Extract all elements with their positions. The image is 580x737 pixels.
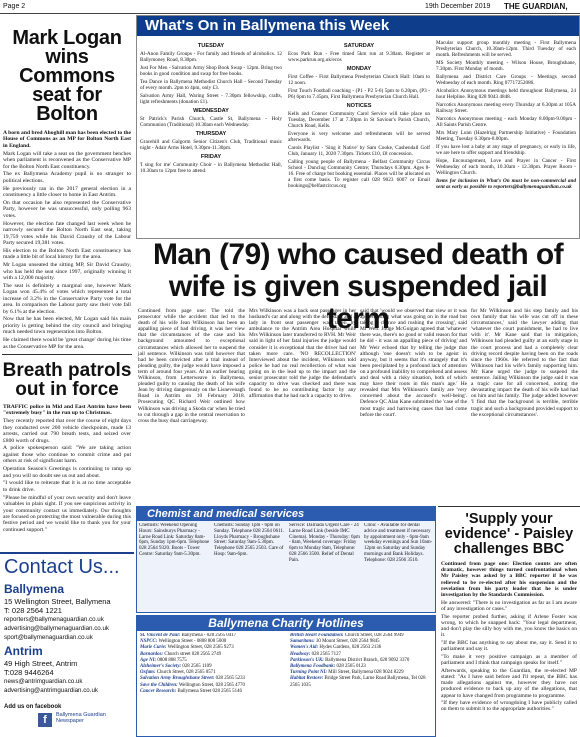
listing: First Coffee - First Ballymena Presbyterian Church Hall: 10am to 12 noon. — [288, 74, 430, 86]
listing: Kells and Connor Community Carol Service will take place on Tuesday, December 17 at 7.30pm in St Saviour's Parish Church, Church Road, Kells. — [288, 111, 430, 129]
charity-detail: Ballymena District Branch, 028 9092 3370 — [325, 657, 410, 663]
article-text: Mrs Wilkinson was a back seat passenger in her husband's car and along with the defendant and a lady in front seat passenger was taken by ambulance to the Antrim Area Hospital while Mrs Wilkinson later transferred to RVH. Mr Weir said in light of her fatal injuries the judge would consider it is exceptional that the driver had not taken more care. 'NO RECOLLECTION' Interviewed about the incident, Wilkinson told police he had no real recollection of what was going on in the lead up to the impact and the senior prosecutor told the judge the defendant's capacity to drive was checked and there was found to be no contributing factor by any affirmation that he had such a capacity to drive. — [249, 308, 356, 400]
charity-detail: 028 2565 0123 — [336, 664, 366, 670]
paragraph: He previously ran in the 2017 general election in a constituency a little closer to home in East Antrim. — [3, 185, 131, 199]
email-link[interactable]: news@antrimguardian.co.uk — [4, 678, 83, 685]
paragraph: He answered: "There is no investigation as far as I am aware of any investigation or cases." — [441, 599, 577, 612]
listing: Hope, Encouragement, Love and Prayer in Cancer - First Wednesday of each month, 10.30am - 12.30pm. Prayer Room - Wellington Church. — [436, 158, 576, 176]
charity-name: Barnardos: — [140, 651, 164, 657]
day-heading: MONDAY — [346, 66, 372, 72]
story-body — [0, 130, 134, 350]
chemist-banner: Chemist and medical services — [137, 507, 435, 521]
listing: Narcotics Anonymous meeting - each Monday 8.00pm-9.00pm - All Saints Parish Centre. — [436, 116, 576, 128]
listing: 'I sing for me' Community Choir - in Ballymena Methodist Hall, 10.30am to 12pm free to attend. — [140, 162, 282, 174]
story-headline: 'Supply your evidence' - Paisley challenges BBC — [444, 511, 574, 557]
story-headline: Breath patrols out in force — [2, 360, 132, 400]
masthead: THE GUARDIAN, — [504, 2, 568, 11]
paragraph: The seat is definitely a marginal one, however Mark Logan won 45.4% of votes which represented a total increase of 3.2% in the Conservative Party vote for the area. In comparison the Labour party saw their vote fall by 6.1% at the election. — [3, 282, 131, 315]
main-headline: Man (79) who caused death of wife is given suspended jail term — [153, 238, 563, 335]
listing: If you have lost a baby at any stage of pregnancy, or early in life, we are here to offer support and friendship. — [436, 144, 576, 156]
charity-name: Samaritans: — [290, 639, 315, 645]
whats-on-column — [137, 37, 285, 238]
paragraph: Afterwards, speaking to the Guardian, the re-elected MP stated: "As I have said before and I'll repeat, the BBC has made allegations against me, however they have not produced evidence to back up any of the allegations, that appear to have changed from programme to programme. — [441, 667, 577, 699]
charity-detail: Wellington Street - 0808 800 5000 — [158, 639, 227, 645]
office-city: Ballymena — [4, 582, 65, 596]
day-heading: TUESDAY — [197, 43, 225, 49]
office-city: Antrim — [4, 644, 43, 658]
charity-detail: 028 2565 7127 — [311, 651, 341, 657]
charity-banner: Ballymena Charity Hotlines — [137, 616, 435, 631]
charity-detail: 30 Mount Street, 028 2564 9845 — [315, 639, 380, 645]
day-heading: SATURDAY — [343, 43, 375, 49]
charity-entry — [140, 689, 284, 695]
article-column: said that 'would we observed that view or it was apprehending what was going on in the road but taking a chance and rushing the crossing', said Mr Weir. Judge McGuigan agreed that 'whatever there was, there's no good or valid reason for that he did - it was an appalling piece of driving' and Mr Weir echoed that by telling the judge that although 'one doesn't wish to be ageist in anyway, but it seems that it's strangely that it's been precipitated by a profound lack of attention on a profound inability to comprehend and assess and deal with a risky situation, both of which may have their roots in this man's age.' He revealed that Mrs Wilkinson's family are 'very concerned about the accused's well-being'. Defence QC Alan Kane submitted the 'case of the most tragic and harrowing cases that had come before the court'. — [360, 308, 467, 418]
article-column: for Mr Wilkinson and his step family and his own family that his wife was cut off in these circumstances,' said the lawyer adding that 'whatever the court punishment, he had to live with it'. Mr Kane said that in mitigation, Wilkinson had pleaded guilty at an early stage in the court process and had a completely clear driving record despite having been on the roads since the 1960s. He referred to the fact that Wilkinson had his wife's family supporting him. Mr Kane urged the judge to suspend the sentence. Jailing Wilkinson the judge said it was a tragic case for all concerned, noting the devastating impact the death of his wife had had on him and his family. The judge added however 'I find that the background is terrible, terrible tragic and such a background provided support to the exceptional circumstances'. — [471, 308, 578, 418]
story-body — [0, 404, 134, 533]
main-article — [136, 308, 580, 504]
paragraph: However, the election fate changed last week when he narrowly secured the Bolton North East seat, taking 19,759 votes while his David Crausby of the Labour Party secured 19,381 votes. — [3, 220, 131, 246]
charity-detail: 0808 808 7575 — [157, 657, 187, 663]
charity-name: Alzheimer's Society: — [140, 664, 182, 670]
listing: Ballymena and District Care Groups - Meetings second Wednesday of each month. Ring 07717252086. — [436, 74, 576, 86]
paragraph: Mr Logan unseated the sitting MP, Sir David Crausby, who has held the seat since 1997, originally winning it with a 12,000 majority. — [3, 262, 131, 282]
day-heading: NOTICES — [346, 103, 372, 109]
listing: Ecos Park Run - Free timed 5km run at 9.30am. Register at www.parkrun.org.uk/ecos — [288, 51, 430, 63]
listing: Gracehill and Galgorm Senior Citizen's Club, Traditional music night - Adair Arms Hotel, 9.30pm-11.30pm. — [140, 139, 282, 151]
charity-name: Marie Curie: — [140, 645, 167, 651]
charity-detail: 028 2565 5233 — [215, 676, 245, 682]
charity-name: Cancer Research: — [140, 688, 177, 694]
paragraph: "I would like to reiterate that it is at no time acceptable to drink drive. — [3, 480, 131, 493]
office-address: 15 Wellington Street, Ballymena — [4, 597, 111, 606]
whats-on-box — [136, 15, 580, 239]
issue-date: 19th December 2019 — [425, 3, 491, 10]
listing: MS Society Monthly meeting - Wilson House, Broughshane, 7.30pm. First Monday of month. — [436, 60, 576, 72]
charity-name: Age NI: — [140, 657, 157, 663]
charity-detail: Hydes Gardens, 028 2563 2136 — [319, 645, 382, 651]
listing: Salvation Army Hall, Waring Street - 7.30pm fellowship, crafts, light refreshments (donation £1). — [140, 93, 282, 105]
charity-name: NSPCC: — [140, 639, 158, 645]
paragraph: "If they have evidence of wrongdoing I have publicly called on them to submit it to the appropriate authorities." — [441, 700, 577, 713]
charity-hotlines-box — [136, 615, 436, 737]
charity-detail: Ballymena Street 028 2565 5146 — [177, 688, 242, 694]
listing: First Touch Football coaching - (P1 - P2 5-6) 5pm to 6.20pm, (P3 - P6) 6pm to 7.45pm, First Ballymena Presbyterian Church Hall. — [288, 88, 430, 100]
charity-name: Women's Aid: — [290, 645, 319, 651]
paragraph: The reporter probed further, asking if Arlene Foster was wrong, to which he snapped back: "Your legal department, and don't play the silly boy with me, you know the basics on it. — [441, 613, 577, 639]
divider — [2, 354, 132, 355]
listing: Just For Men - Salvation Army Shop Book Swap - 12pm. Bring two books in good condition and swap for free books. — [140, 65, 282, 77]
paragraph: He claimed there would be 'great change' during his time as the Conservative MP for the area. — [3, 337, 131, 350]
charity-name: Turning Point NI: — [290, 670, 328, 676]
whats-on-banner: What's On in Ballymena this Week — [137, 16, 579, 36]
charity-name: Ballymena Foodbank: — [290, 664, 336, 670]
charity-detail: Church Street, 028 2564 9949 — [344, 633, 404, 638]
paragraph: "Please be mindful of your own security and don't leave valuables in plain sight. If you see suspicious activity in your community contact us immediately. Our thoughts are focused on protecting the most vulnerable during this festive period and we would like to thank you for your continued support." — [3, 494, 131, 533]
story-headline: Mark Logan wins Commons seat for Bolton — [12, 27, 122, 125]
day-heading: FRIDAY — [200, 154, 222, 160]
charity-column — [137, 633, 287, 736]
charity-detail: Church Street, 028 2565 0571 — [156, 670, 216, 676]
paragraph: Mark Logan will take a seat on the government benches when parliament is reconvened as the Conservative MP for the Bolton North East constituency. — [3, 150, 131, 170]
listing: Mrs Mary Lunn (Hazelrigg Partnership Initiative) - Foundation Meeting, Tuesday 6.30pm-8.00pm. — [436, 130, 576, 142]
chemist-column: Clinic - Available for dental advice and treatment if necessary by appointment only - 6pm-9am weekday evenings and Sun 10am-12pm on Saturday and Sunday mornings and Bank Holidays. Telephone: 028 2566 3510. — [364, 523, 433, 563]
listing: Tea Dance in Ballymena Methodist Church Hall - Second Tuesday of every month. 2pm to 4pm, only £3. — [140, 79, 282, 91]
paragraph: "If the BBC has anything to say about me, say it. Send it to parliament and say it. — [441, 639, 577, 653]
charity-name: St. Vincent de Paul: — [140, 633, 181, 638]
charity-detail: Wellington Street, 028 2565 4770 — [178, 682, 245, 688]
article-column: Continued from page one: The told the prosecutor while the accident that led to the death of his wife Jean Wilkinson has been an appalling piece of bad driving, it was her view that the circumstances of the case and his background amounted to exceptional circumstances which allowed her to suspend the jail sentence. Wilkinson was told however that had he been convicted after a trial instead of pleading guilty, the judge would have imposed a term of around four years. At an earlier hearing Wilkinson, from Letterweave in Ballymena, pleaded guilty to causing the death of his wife Jean by driving dangerously on the Lisnevenagh Road in Antrim on 10 February 2018. Prosecuting QC Richard Weir outlined how Wilkinson was driving a Skoda car when he tried to cut through a gap in the central reservation to cross the busy dual carriageway. — [138, 308, 245, 424]
paragraph: They recently reported that over the course of eight days they conducted over 200 vehicle checkpoints, made 13 arrests, carried out 790 breath tests, and seized over £800 worth of drugs. — [3, 418, 131, 444]
paragraph: His election to the Bolton North East constituency has made a little bit of local history for the area. — [3, 247, 131, 261]
email-link[interactable]: advertising@ballymenaguardian.co.uk — [4, 625, 109, 632]
chemist-column: Chemists: Weekend Opening Hours: Sainsburys Pharmacy - Larne Road Link: Saturday 8am-6pm, Sunday 1pm-6pm. Telephone 028 2564 9320. Boots - Tower Centre: Saturday 9am-5.30pm. — [139, 523, 210, 557]
facebook-ad[interactable] — [4, 704, 108, 737]
listing: Carols Playlist - 'Sing it Native' by Sam Cooke, Cashendall Golf Club, January 11, 2020 7.30pm. Tickets £10, £8 concession. — [288, 145, 430, 157]
email-link[interactable]: sport@ballymenaguardian.co.uk — [4, 634, 93, 641]
listing: Everyone is very welcome and refreshments will be served afterwards. — [288, 131, 430, 143]
listing: Macular support group monthly meeting - First Ballymena Presbyterian Church, 10.30am-12pm. Third Tuesday of each month. Refreshments will be served. — [436, 40, 576, 58]
chemist-column: Service: Dalriada Urgent Care - 24 Larne Road Link (beside IMC Cinema). Monday - Thursday: 6pm - 8am, Weekend coverage: Friday 6pm to Monday 8am, Telephone: 028 2566 3500. Relief of Dental Pain. — [289, 523, 360, 563]
right-story — [438, 506, 580, 737]
paragraph: Now that he has been elected, Mr Logan said his main priority is getting behind the city council and bringing much needed town regeneration into Bolton. — [3, 316, 131, 336]
charity-detail: Mill Street, Ballymena 028 9024 8229 — [328, 670, 404, 676]
charity-column — [287, 633, 435, 736]
charity-detail: Bridge Street Park, Larne Road Ballymena, Tel 028 2565 1035 — [290, 676, 426, 688]
listing: Al-Anon Family Groups - For family and friends of alcoholics. 12 Ballymoney Road, 8.30pm. — [140, 51, 282, 63]
paragraph: The ex Ballymena Academy pupil is no stranger to political elections. — [3, 171, 131, 184]
listing: Calling young people of Ballymena - Belfast Community Circus School - Dunclug Community Centre; Thursdays 6.30pm. Ages 8-16. Free of charge but booking essential. Places will be allocated on a first come basis. To register call 028 9023 6007 or Email bookings@belfastcircus.org — [288, 159, 430, 189]
story-body — [438, 561, 580, 713]
chemist-column: Chemists: Sunday 1pm - 6pm on Sunday. Telephone 028 2564 0611. Lloyds Pharmacy - Broughshane Street: Saturday 9am-5.30pm. Telephone 028 2565 2503. Care of Hosp: 9am-6pm. — [214, 523, 285, 557]
paragraph: Continued from page one: Election counts are often dramatic, however things turned confrontational when Mr Paisley was asked by a BBC reporter if he was relieved to be re-elected after his suspension and the revelation from his party leader that he is under investigation by the Standards Commission. — [441, 561, 577, 599]
whats-on-note: Items for inclusion in What's On must be non-commercial and sent as early as possible to reporters@ballymenaguardian.co.uk — [436, 178, 576, 190]
listing: Narcotics Anonymous meeting every Thursday at 6.30pm at 105A Railway Street. — [436, 102, 576, 114]
charity-detail: Ballymena - 028 2565 0417 — [181, 633, 237, 638]
charity-name: Salvation Army Broughshane Street: — [140, 676, 215, 682]
paragraph: Operation Season's Greetings is continuing to ramp up and you will no doubt see us out and about. — [3, 466, 131, 479]
facebook-page-name: Ballymena Guardian Newspaper — [56, 712, 106, 724]
office-phone: T:028 9446264 — [4, 668, 54, 677]
paragraph: On that occasion he also represented the Conservative Party, however he was unsuccessful, only polling 963 votes. — [3, 200, 131, 219]
day-heading: WEDNESDAY — [193, 108, 229, 114]
charity-detail: Wellington Street, 028 2565 9273 — [167, 645, 234, 651]
paragraph: A police spokesperson said: "We are taking action against those who continue to commit crime and put others at risk of significant harm. — [3, 445, 131, 465]
charity-name: Parkinson's UK: — [290, 657, 324, 663]
facebook-ad-text: Add us on facebook — [4, 704, 62, 710]
office-address: 49 High Street, Antrim — [4, 659, 78, 668]
office-phone: T: 028 2564 1221 — [4, 606, 62, 615]
page-header — [0, 0, 580, 14]
charity-name: British Heart Foundation: — [290, 633, 344, 638]
charity-detail: Church street 028 2565 2749 — [164, 651, 222, 657]
paragraph: A born and bred Ahoghill man has been elected to the House of Commons as an MP for Bolton North East in England. — [3, 130, 131, 149]
facebook-icon: f — [38, 713, 52, 727]
page-number: Page 2 — [3, 3, 26, 10]
contact-box — [0, 552, 134, 737]
paragraph: "To make it very positive campaign as a member of parliament and I think that campaign speaks for itself." — [441, 653, 577, 667]
charity-name: Habitat Restore: — [290, 676, 324, 682]
email-link[interactable]: advertising@antrimguardian.co.uk — [4, 687, 98, 694]
chemist-box — [136, 506, 436, 613]
email-link[interactable]: reporters@ballymenaguardian.co.uk — [4, 616, 104, 623]
charity-detail: 028 2565 1109 — [182, 664, 212, 670]
charity-name: Oxfam: — [140, 670, 156, 676]
whats-on-column — [285, 37, 433, 238]
listing: Alcoholics Anonymous meetings held throughout Ballymena, 24 hour Helpline. Ring 028 9043 4848. — [436, 88, 576, 100]
whats-on-column — [433, 37, 579, 238]
contact-title: Contact Us... — [4, 556, 120, 578]
listing: St Patrick's Parish Church, Castle St, Ballymena - Holy Communion (Traditional) 10.30am each Wednesday. — [140, 116, 282, 128]
article-column — [247, 308, 358, 504]
day-heading: THURSDAY — [195, 131, 227, 137]
paragraph: TRAFFIC police in Mid and East Antrim have been "extremely busy" in the run up to Christmas. — [3, 404, 131, 417]
charity-name: Headway: — [290, 651, 311, 657]
charity-entry — [290, 676, 432, 688]
charity-name: Save the Children: — [140, 682, 178, 688]
